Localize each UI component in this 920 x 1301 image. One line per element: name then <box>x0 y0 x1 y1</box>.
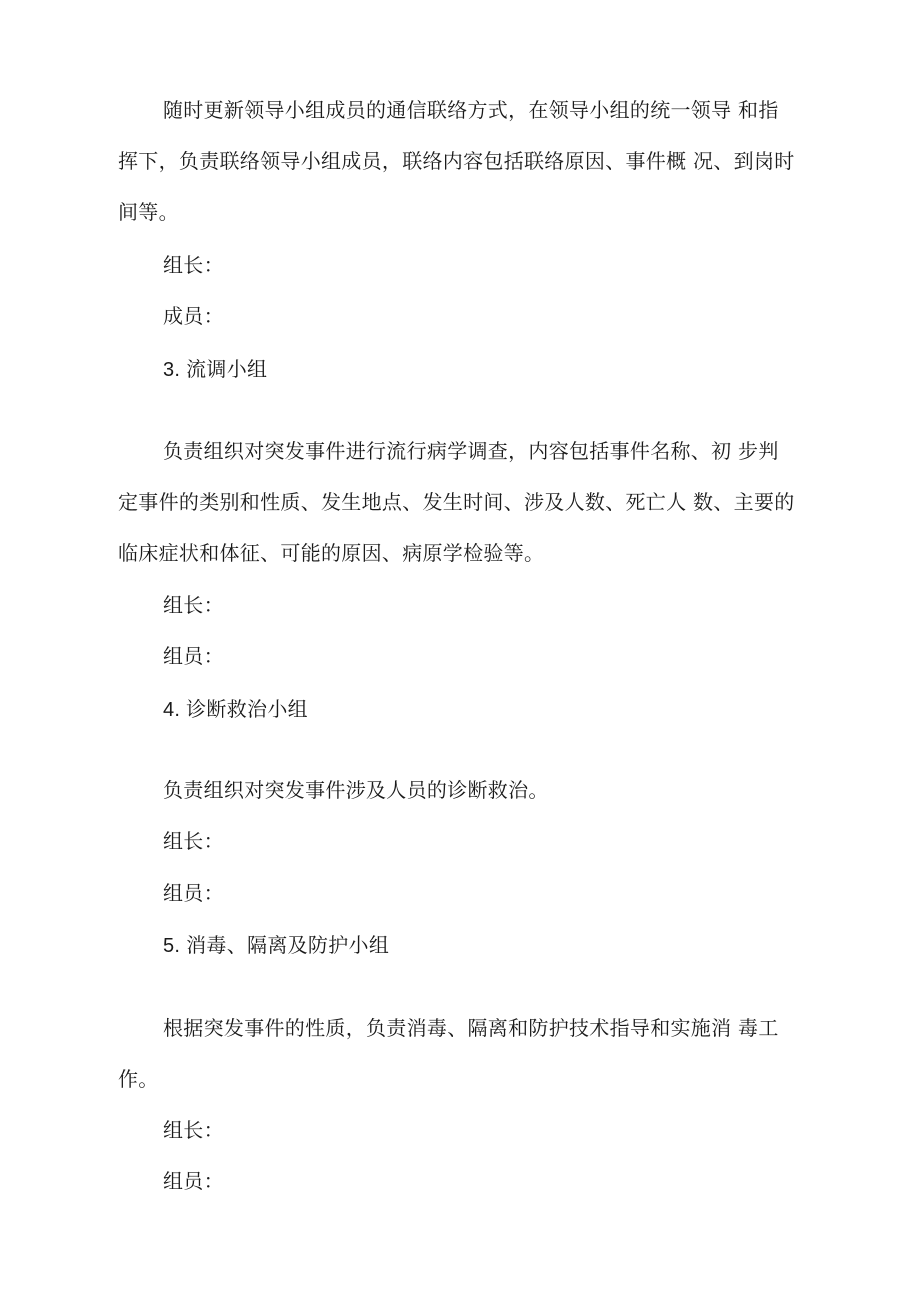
section-heading-disinfection: 5. 消毒、隔离及防护小组 <box>163 935 390 957</box>
treatment-members-label: 组员： <box>163 881 224 905</box>
disinfection-desc-line-2: 作。 <box>118 1067 159 1091</box>
treatment-desc-line-1: 负责组织对突发事件涉及人员的诊断救治。 <box>163 778 549 802</box>
section-heading-treatment: 4. 诊断救治小组 <box>163 699 308 721</box>
epidemiology-desc-line-2: 定事件的类别和性质、发生地点、发生时间、涉及人数、死亡人 数、主要的 <box>118 490 795 514</box>
treatment-leader-label: 组长： <box>163 829 224 853</box>
contact-members-label: 成员： <box>163 304 224 328</box>
disinfection-desc-line-1: 根据突发事件的性质，负责消毒、隔离和防护技术指导和实施消 毒工 <box>163 1016 779 1040</box>
contact-leader-label: 组长： <box>163 253 224 277</box>
contact-desc-line-1: 随时更新领导小组成员的通信联络方式，在领导小组的统一领导 和指 <box>163 98 779 122</box>
epidemiology-desc-line-1: 负责组织对突发事件进行流行病学调查，内容包括事件名称、初 步判 <box>163 439 779 463</box>
contact-desc-line-3: 间等。 <box>118 200 179 224</box>
epidemiology-members-label: 组员： <box>163 644 224 668</box>
section-heading-epidemiology: 3. 流调小组 <box>163 359 268 381</box>
disinfection-members-label: 组员： <box>163 1169 224 1193</box>
epidemiology-leader-label: 组长： <box>163 593 224 617</box>
contact-desc-line-2: 挥下，负责联络领导小组成员，联络内容包括联络原因、事件概 况、到岗时 <box>118 149 795 173</box>
disinfection-leader-label: 组长： <box>163 1118 224 1142</box>
epidemiology-desc-line-3: 临床症状和体征、可能的原因、病原学检验等。 <box>118 541 545 565</box>
